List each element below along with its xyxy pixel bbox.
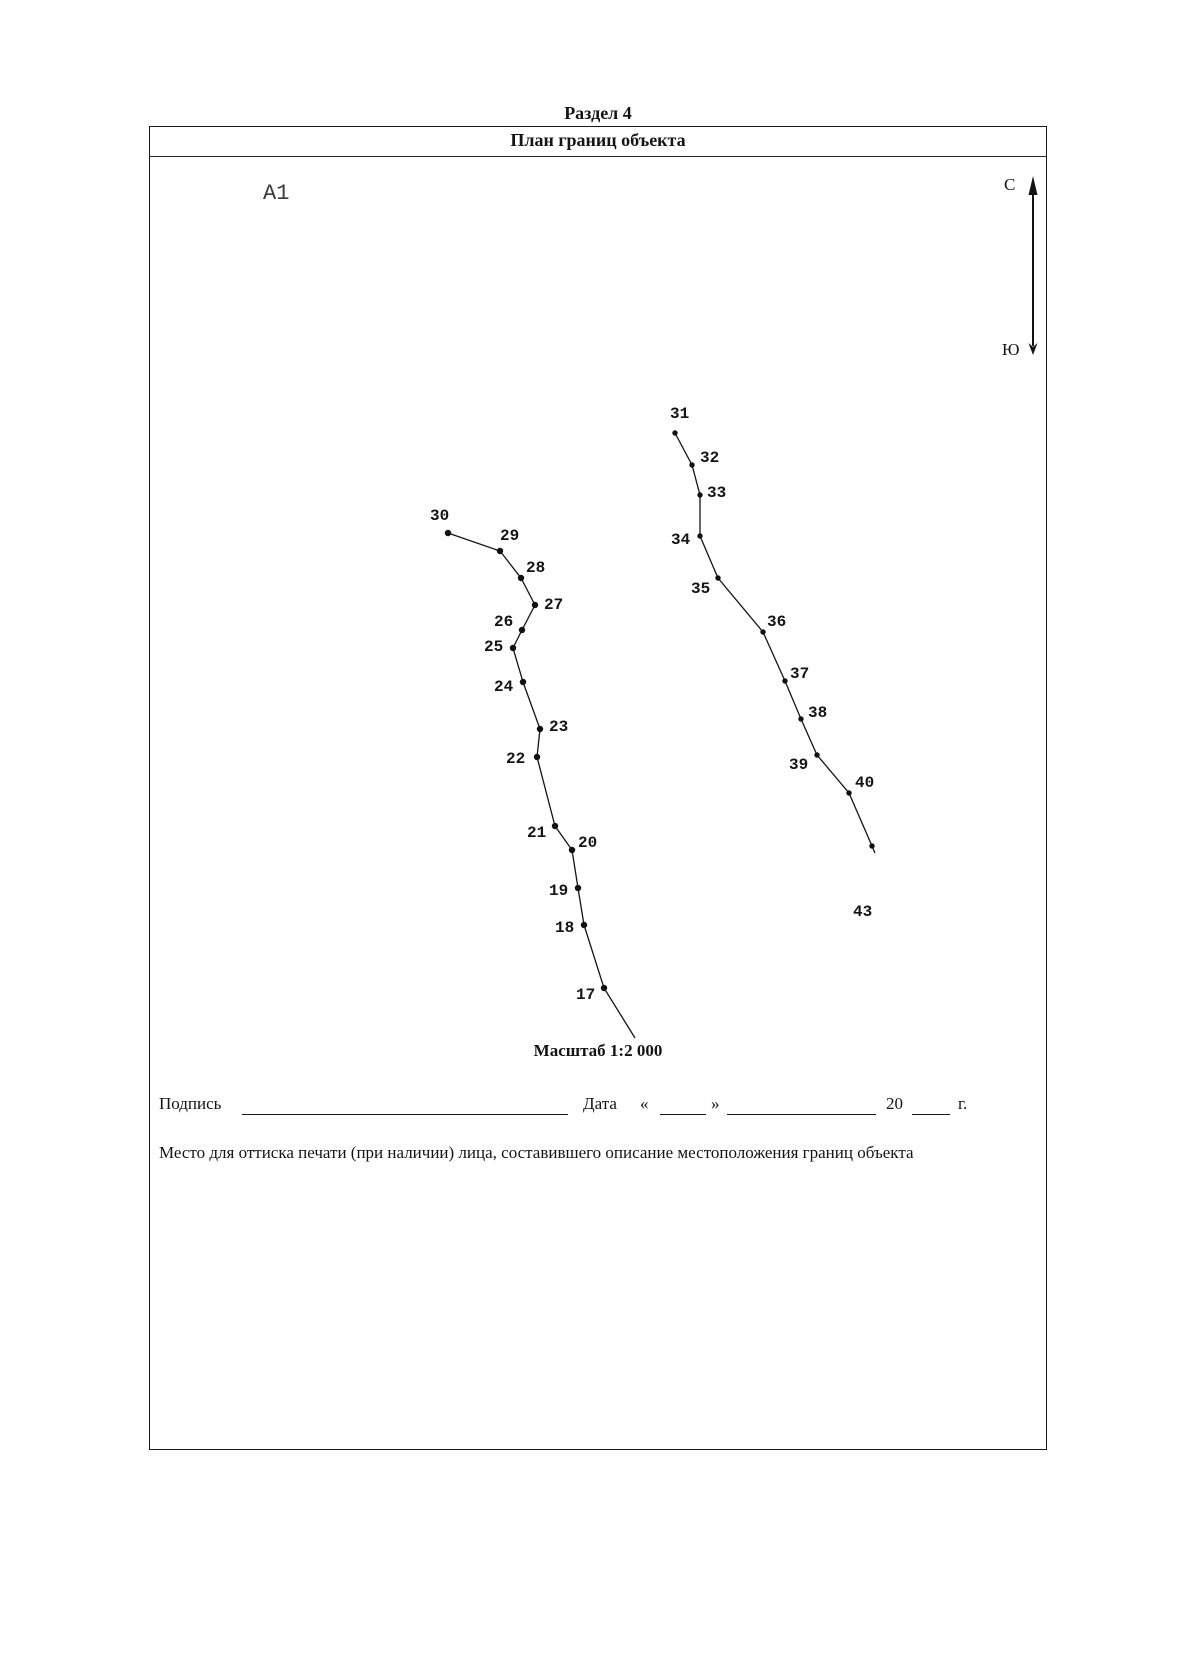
plan-title: План границ объекта bbox=[510, 130, 686, 150]
boundary-point-label: 35 bbox=[691, 580, 711, 598]
date-day-line bbox=[660, 1114, 706, 1115]
boundary-point-label: 32 bbox=[700, 449, 720, 467]
boundary-point-marker bbox=[519, 627, 525, 633]
boundary-point-label: 30 bbox=[430, 507, 450, 525]
boundary-point-marker bbox=[689, 462, 694, 467]
boundary-point-label: 40 bbox=[855, 774, 875, 792]
boundary-point-marker bbox=[532, 602, 538, 608]
date-quote-open: « bbox=[640, 1094, 649, 1113]
boundary-point-label: 31 bbox=[670, 405, 690, 423]
north-arrow-head-icon bbox=[1029, 176, 1038, 195]
stamp-place-text: Место для оттиска печати (при наличии) лица, составившего описание местоположения границ объекта bbox=[159, 1143, 914, 1162]
boundary-point-label: 39 bbox=[789, 756, 809, 774]
scale-label: Масштаб 1:2 000 bbox=[533, 1041, 663, 1060]
boundary-point-marker bbox=[846, 790, 851, 795]
date-year-line bbox=[912, 1114, 950, 1115]
boundary-point-marker bbox=[697, 533, 702, 538]
date-label: Дата bbox=[583, 1094, 617, 1113]
boundary-point-label: 29 bbox=[500, 527, 520, 545]
year-suffix: г. bbox=[958, 1094, 968, 1113]
date-quote-close: » bbox=[711, 1094, 720, 1113]
boundary-point-marker bbox=[798, 716, 803, 721]
boundary-point-marker bbox=[697, 492, 702, 497]
boundary-point-marker bbox=[497, 548, 503, 554]
boundary-point-label: 24 bbox=[494, 678, 514, 696]
boundary-point-marker bbox=[534, 754, 540, 760]
boundary-point-marker bbox=[672, 430, 677, 435]
boundary-point-marker bbox=[575, 885, 581, 891]
boundary-point-marker bbox=[782, 678, 787, 683]
boundary-point-marker bbox=[581, 922, 587, 928]
section-heading: Раздел 4 bbox=[564, 103, 632, 123]
boundary-point-marker bbox=[518, 575, 524, 581]
signature-label: Подпись bbox=[159, 1094, 222, 1113]
boundary-point-label: 36 bbox=[767, 613, 787, 631]
boundary-point-marker bbox=[760, 629, 765, 634]
boundary-point-marker bbox=[552, 823, 558, 829]
boundary-point-marker bbox=[537, 726, 543, 732]
south-label: Ю bbox=[1002, 340, 1020, 359]
date-month-line bbox=[727, 1114, 876, 1115]
boundary-point-label: 21 bbox=[527, 824, 547, 842]
boundary-line-b bbox=[675, 433, 875, 853]
boundary-point-marker bbox=[601, 985, 607, 991]
boundary-point-marker bbox=[510, 645, 516, 651]
boundary-point-label: 28 bbox=[526, 559, 546, 577]
boundary-point-label: 19 bbox=[549, 882, 569, 900]
boundary-point-label: 25 bbox=[484, 638, 504, 656]
boundary-point-marker bbox=[520, 679, 526, 685]
boundary-point-label: 43 bbox=[853, 903, 873, 921]
boundary-point-marker bbox=[445, 530, 451, 536]
boundary-point-label: 38 bbox=[808, 704, 828, 722]
boundary-line-a bbox=[448, 533, 635, 1038]
boundary-point-label: 37 bbox=[790, 665, 810, 683]
year-prefix: 20 bbox=[886, 1094, 903, 1113]
boundary-point-marker bbox=[869, 843, 874, 848]
boundary-point-label: 27 bbox=[544, 596, 564, 614]
boundary-point-label: 18 bbox=[555, 919, 575, 937]
boundary-point-label: 23 bbox=[549, 718, 569, 736]
boundary-point-label: 22 bbox=[506, 750, 526, 768]
boundary-point-marker bbox=[569, 847, 575, 853]
boundary-point-label: 17 bbox=[576, 986, 596, 1004]
signature-line bbox=[242, 1114, 568, 1115]
north-label: С bbox=[1004, 175, 1016, 194]
boundary-point-label: 34 bbox=[671, 531, 691, 549]
sheet-label: A1 bbox=[263, 181, 290, 206]
boundary-point-label: 33 bbox=[707, 484, 727, 502]
boundary-point-marker bbox=[814, 752, 819, 757]
north-arrow bbox=[1002, 175, 1038, 359]
boundary-point-label: 26 bbox=[494, 613, 514, 631]
boundary-lines bbox=[430, 405, 875, 1038]
boundary-point-marker bbox=[715, 575, 720, 580]
boundary-point-label: 20 bbox=[578, 834, 598, 852]
